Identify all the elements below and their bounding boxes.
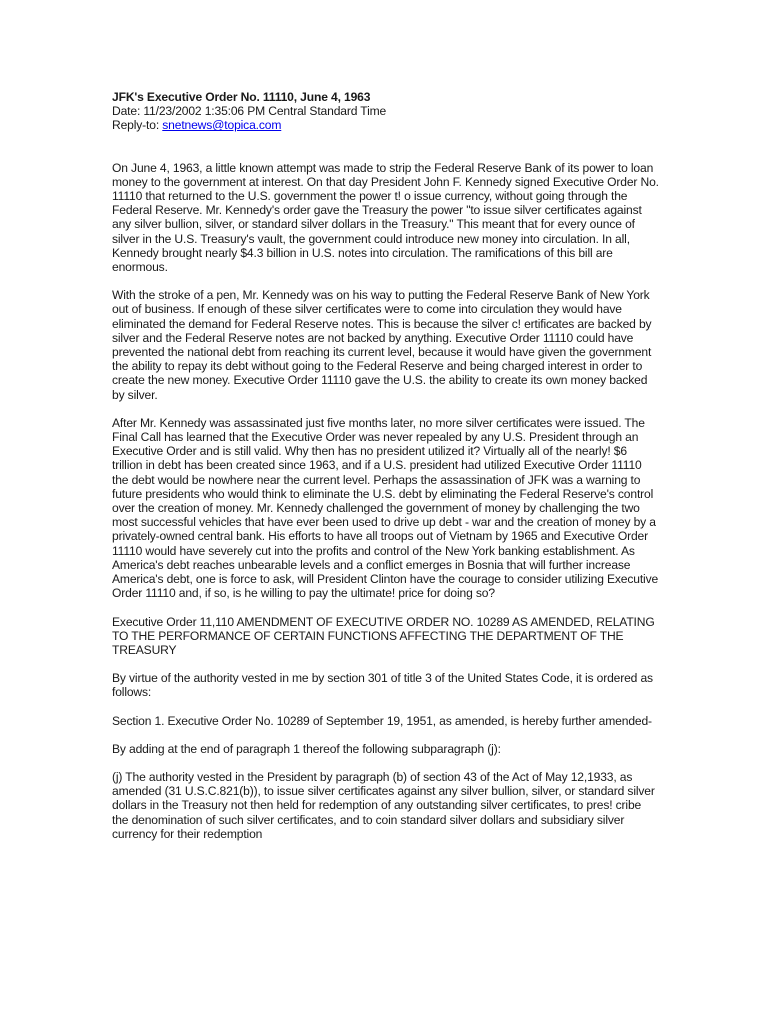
paragraph-intro: On June 4, 1963, a little known attempt was made to strip the Federal Reserve Bank of its power to loan money to the government at interest. On that day President John F. Kennedy signed Executive Order No. 11110 that returned to the U.S. government the power t! o issue currency, without going through the Federal Reserve. Mr. Kennedy's order gave the Treasury the power "to issue silver certificates against any silver bullion, silver, or standard silver dollars in the Treasury." This meant that for every ounce of silver in the U.S. Treasury's vault, the government could introduce new money into circulation. In all, Kennedy brought nearly $4.3 billion in U.S. notes into circulation. The ramifications of this bill are enormous. [112, 160, 659, 275]
paragraph-subparagraph-j: (j) The authority vested in the President by paragraph (b) of section 43 of the Act of May 12,1933, as amended (31 U.S.C.821(b)), to issue silver certificates against any silver bullion, silver, or standard silver dollars in the Treasury not then held for redemption of any outstanding silver certificates, to pres! cribe the denomination of such silver certificates, and to coin standard silver dollars and subsidiary silver currency for their redemption [112, 769, 655, 841]
paragraph-subparagraph-intro: By adding at the end of paragraph 1 thereof the following subparagraph (j): [112, 741, 501, 756]
document-page [112, 90, 660, 855]
paragraph-authority: By virtue of the authority vested in me by section 301 of title 3 of the United States Code, it is ordered as follows: [112, 671, 653, 700]
paragraph-assassination: After Mr. Kennedy was assassinated just five months later, no more silver certificates were issued. The Final Call has learned that the Executive Order was never repealed by any U.S. President through an Executive Order and is still valid. Why then has no president utilized it? Virtually all of the nearly! $6 trillion in debt has been created since 1963, and if a U.S. president had utilized Executive Order 11110 the debt would be nowhere near the current level. Perhaps the assassination of JFK was a warning to future presidents who would think to eliminate the U.S. debt by eliminating the Federal Reserve's control over the creation of money. Mr. Kennedy challenged the government of money by challenging the two most successful vehicles that have ever been used to drive up debt - war and the creation of money by a privately-owned central bank. His efforts to have all troops out of Vietnam by 1965 and Executive Order 11110 would have severely cut into the profits and control of the New York banking establishment. As America's debt reaches unbearable levels and a conflict emerges in Bosnia that will further increase America's debt, one is force to ask, will President Clinton have the courage to consider utilizing Executive Order 11110 and, if so, is he willing to pay the ultimate! price for doing so? [112, 415, 659, 601]
reply-to-label: Reply-to: [112, 118, 163, 133]
email-header [112, 90, 660, 133]
paragraph-section-1: Section 1. Executive Order No. 10289 of September 19, 1951, as amended, is hereby further amended- [112, 713, 652, 728]
paragraph-stroke-of-pen: With the stroke of a pen, Mr. Kennedy was on his way to putting the Federal Reserve Bank of New York out of business. If enough of these silver certificates were to come into circulation they would have eliminated the demand for Federal Reserve notes. This is because the silver c! ertificates are backed by silver and the Federal Reserve notes are not backed by anything. Executive Order 11110 could have prevented the national debt from reaching its current level, because it would have given the government the ability to repay its debt without going to the Federal Reserve and being charged interest in order to create the new money. Executive Order 11110 gave the U.S. the ability to create its own money backed by silver. [112, 288, 652, 402]
paragraph-order-heading: Executive Order 11,110 AMENDMENT OF EXECUTIVE ORDER NO. 10289 AS AMENDED, RELATING TO THE PERFORMANCE OF CERTAIN FUNCTIONS AFFECTING THE DEPARTMENT OF THE TREASURY [112, 614, 655, 657]
reply-to-email-link[interactable]: snetnews@topica.com [162, 118, 282, 133]
date-line: Date: 11/23/2002 1:35:06 PM Central Standard Time [112, 104, 387, 119]
reply-to-line [112, 118, 660, 132]
document-title: JFK's Executive Order No. 11110, June 4, 1963 [112, 90, 371, 104]
